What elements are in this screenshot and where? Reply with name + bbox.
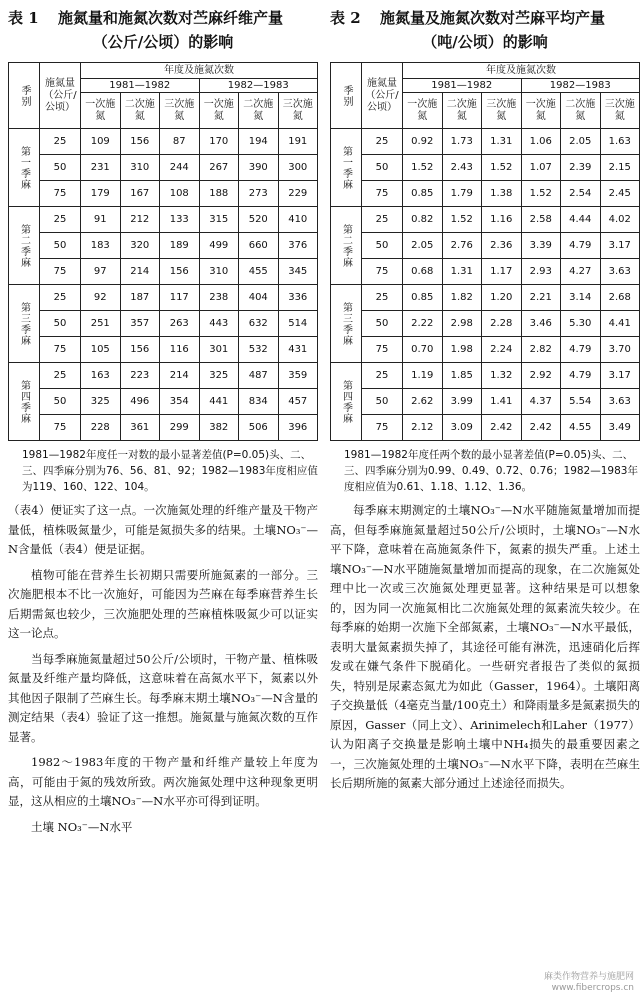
table2-value-cell: 1.19	[403, 363, 443, 389]
table2-value-cell: 1.82	[442, 285, 482, 311]
table2-value-cell: 3.70	[600, 337, 640, 363]
table1-value-cell: 133	[160, 207, 200, 233]
table2-value-cell: 2.39	[561, 155, 601, 181]
table1-header-rate: 施氮量（公斤/公顷）	[40, 63, 81, 129]
table1-value-cell: 660	[239, 233, 279, 259]
table1-value-cell: 496	[120, 389, 160, 415]
table2-rate-cell: 75	[362, 337, 403, 363]
table2-value-cell: 1.63	[600, 129, 640, 155]
table2-value-cell: 4.44	[561, 207, 601, 233]
table2-value-cell: 1.38	[482, 181, 522, 207]
table2-value-cell: 2.36	[482, 233, 522, 259]
table2-value-cell: 4.79	[561, 363, 601, 389]
table1-row	[9, 337, 318, 363]
table1-value-cell: 109	[81, 129, 121, 155]
table1-value-cell: 214	[120, 259, 160, 285]
table1-rate-cell: 75	[40, 259, 81, 285]
table1-value-cell: 520	[239, 207, 279, 233]
table1-value-cell: 457	[278, 389, 318, 415]
table2-rate-cell: 75	[362, 415, 403, 441]
table2-value-cell: 2.42	[521, 415, 561, 441]
table1-value-cell: 188	[199, 181, 239, 207]
table1-value-cell: 299	[160, 415, 200, 441]
table1-value-cell: 251	[81, 311, 121, 337]
right-column	[330, 0, 640, 794]
table1-header-col: 一次施氮	[199, 93, 239, 129]
table2	[330, 62, 640, 441]
table2-season-cell: 第二季麻	[331, 207, 362, 285]
table1-row	[9, 311, 318, 337]
table2-value-cell: 5.54	[561, 389, 601, 415]
table1-row	[9, 207, 318, 233]
table1-value-cell: 396	[278, 415, 318, 441]
table1-body	[9, 129, 318, 441]
table2-season-cell: 第三季麻	[331, 285, 362, 363]
table1-value-cell: 105	[81, 337, 121, 363]
table1-value-cell: 156	[120, 337, 160, 363]
table1-value-cell: 156	[120, 129, 160, 155]
table2-value-cell: 3.09	[442, 415, 482, 441]
table2-value-cell: 5.30	[561, 311, 601, 337]
table2-value-cell: 1.31	[442, 259, 482, 285]
table1-value-cell: 91	[81, 207, 121, 233]
table2-value-cell: 2.92	[521, 363, 561, 389]
left-column	[8, 0, 318, 837]
table2-value-cell: 2.42	[482, 415, 522, 441]
table1-value-cell: 532	[239, 337, 279, 363]
table1-value-cell: 244	[160, 155, 200, 181]
table1-header-col: 二次施氮	[120, 93, 160, 129]
table2-value-cell: 3.63	[600, 259, 640, 285]
table2-value-cell: 2.22	[403, 311, 443, 337]
table2-rate-cell: 50	[362, 233, 403, 259]
table2-value-cell: 1.52	[403, 155, 443, 181]
table2-row	[331, 415, 640, 441]
table2-value-cell: 2.76	[442, 233, 482, 259]
table2-value-cell: 2.21	[521, 285, 561, 311]
table1-row	[9, 233, 318, 259]
table2-value-cell: 4.55	[561, 415, 601, 441]
table2-value-cell: 2.58	[521, 207, 561, 233]
table1-value-cell: 410	[278, 207, 318, 233]
table1-header-col: 一次施氮	[81, 93, 121, 129]
table1-value-cell: 390	[239, 155, 279, 181]
table2-value-cell: 1.16	[482, 207, 522, 233]
table2-row	[331, 389, 640, 415]
table2-header-col: 三次施氮	[600, 93, 640, 129]
left-paragraph: 1982～1983年度的干物产量和纤维产量较上年度为高，可能由于氮的残效所致。两次施氮处理中这种现象更明显，这从相应的土壤NO₃⁻—N水平亦可得到证明。	[8, 755, 318, 808]
table1-rate-cell: 50	[40, 311, 81, 337]
table1-value-cell: 117	[160, 285, 200, 311]
table1-value-cell: 404	[239, 285, 279, 311]
table2-value-cell: 1.52	[521, 181, 561, 207]
table2-value-cell: 3.17	[600, 363, 640, 389]
table2-row	[331, 285, 640, 311]
table1-season-cell: 第二季麻	[9, 207, 40, 285]
table2-value-cell: 2.43	[442, 155, 482, 181]
table2-value-cell: 2.05	[403, 233, 443, 259]
table2-row	[331, 233, 640, 259]
table1-value-cell: 273	[239, 181, 279, 207]
table1-value-cell: 455	[239, 259, 279, 285]
table2-value-cell: 2.54	[561, 181, 601, 207]
table2-value-cell: 1.52	[482, 155, 522, 181]
table1-value-cell: 229	[278, 181, 318, 207]
table2-value-cell: 1.41	[482, 389, 522, 415]
table2-value-cell: 1.06	[521, 129, 561, 155]
table1-header-col: 三次施氮	[160, 93, 200, 129]
table2-header-year2: 1982—1983	[521, 79, 640, 93]
table1-number: 表 1	[8, 9, 39, 27]
table2-header-group: 年度及施氮次数	[403, 63, 640, 79]
watermark-line2: www.fibercrops.cn	[551, 983, 634, 993]
table2-value-cell: 1.32	[482, 363, 522, 389]
table2-header-year1: 1981—1982	[403, 79, 522, 93]
table2-value-cell: 0.68	[403, 259, 443, 285]
table1-value-cell: 163	[81, 363, 121, 389]
table2-value-cell: 2.93	[521, 259, 561, 285]
table2-value-cell: 1.52	[442, 207, 482, 233]
table2-row	[331, 181, 640, 207]
table1-row	[9, 285, 318, 311]
table2-value-cell: 0.70	[403, 337, 443, 363]
left-paragraph: 植物可能在营养生长初期只需要所施氮素的一部分。三次施肥根本不比一次施好，可能因为苎麻在每季麻营养生长后期需氮也较少，三次施肥处理的苎麻植株吸氮少可以证实这一论点。	[8, 567, 318, 640]
table2-row	[331, 337, 640, 363]
table1-rate-cell: 50	[40, 233, 81, 259]
table1-value-cell: 97	[81, 259, 121, 285]
table1-value-cell: 487	[239, 363, 279, 389]
table1-value-cell: 357	[120, 311, 160, 337]
table1-value-cell: 223	[120, 363, 160, 389]
table1-row	[9, 363, 318, 389]
table1-value-cell: 354	[160, 389, 200, 415]
table2-value-cell: 2.98	[442, 311, 482, 337]
table1-header-col: 三次施氮	[278, 93, 318, 129]
table2-value-cell: 4.79	[561, 233, 601, 259]
table1-header-season: 季别	[9, 63, 40, 129]
table1-header-year1: 1981—1982	[81, 79, 200, 93]
table2-value-cell: 3.46	[521, 311, 561, 337]
table1-value-cell: 231	[81, 155, 121, 181]
table1-value-cell: 310	[199, 259, 239, 285]
table2-caption	[330, 6, 640, 62]
table2-value-cell: 1.20	[482, 285, 522, 311]
table1-value-cell: 300	[278, 155, 318, 181]
watermark	[544, 972, 634, 994]
table1-row	[9, 129, 318, 155]
table2-row	[331, 259, 640, 285]
table1-value-cell: 336	[278, 285, 318, 311]
table1-value-cell: 325	[81, 389, 121, 415]
table1-value-cell: 183	[81, 233, 121, 259]
table1-rate-cell: 75	[40, 415, 81, 441]
table1-value-cell: 92	[81, 285, 121, 311]
table2-value-cell: 1.31	[482, 129, 522, 155]
table1-value-cell: 506	[239, 415, 279, 441]
table2-value-cell: 3.63	[600, 389, 640, 415]
table1	[8, 62, 318, 441]
right-paragraph: 每季麻末期测定的土壤NO₃⁻—N水平随施氮量增加而提高，但每季麻施氮量超过50公斤/公顷时，土壤NO₃⁻—N水平下降，意味着在高施氮条件下，氮素的损失严重。上述土壤NO₃⁻—N水平随施氮量增加而提高的现象，在二次施氮处理中比一次或三次施氮处理更显著。这种结果是可以想象的，因为同一次施氮相比二次施氮处理的氮素流失较少。在每季麻的始期一次施下全部氮素，土壤NO₃⁻—N水平最低，表明大量氮素损失掉了，其途径可能有淋洗，迅速硝化后挥发或在嫌气条件下脱硝化。一些研究者报告了类似的氮损失，特别是尿素态氮尤为如此（Gasser，1964）。土壤阳离子交换量低（4毫克当量/100克土）和降雨量多是氮素损失的原因，Gasser（同上文）、Arinimelech和Laher（1977）认为阳离子交换量是影响土壤中NH₄损失的最重要因素之一，三次施氮处理的土壤NO₃⁻—N水平下降，表明在苎麻生长后期所施的氮素大部分通过上述途径而损失。	[330, 503, 640, 790]
table1-season-cell: 第四季麻	[9, 363, 40, 441]
table1-row	[9, 259, 318, 285]
table1-value-cell: 170	[199, 129, 239, 155]
table2-value-cell: 3.14	[561, 285, 601, 311]
table2-title-line2: （吨/公顷）的影响	[422, 33, 548, 51]
table1-season-cell: 第三季麻	[9, 285, 40, 363]
table1-value-cell: 267	[199, 155, 239, 181]
table2-value-cell: 3.99	[442, 389, 482, 415]
table1-value-cell: 301	[199, 337, 239, 363]
table1-caption	[8, 6, 318, 62]
table1-value-cell: 191	[278, 129, 318, 155]
table1-rate-cell: 50	[40, 389, 81, 415]
table2-header-rate: 施氮量（公斤/公顷）	[362, 63, 403, 129]
table1-value-cell: 228	[81, 415, 121, 441]
table2-header-season: 季别	[331, 63, 362, 129]
table2-rate-cell: 25	[362, 207, 403, 233]
table1-note: 1981—1982年度任一对数的最小显著差值(P=0.05)头、二、三、四季麻分别为76、56、81、92；1982—1983年度相应值为119、160、122、104。	[22, 449, 318, 493]
table1-value-cell: 382	[199, 415, 239, 441]
table2-value-cell: 4.02	[600, 207, 640, 233]
table1-rate-cell: 25	[40, 129, 81, 155]
table1-value-cell: 376	[278, 233, 318, 259]
table1-value-cell: 320	[120, 233, 160, 259]
table2-rate-cell: 50	[362, 311, 403, 337]
table2-value-cell: 1.07	[521, 155, 561, 181]
table1-value-cell: 359	[278, 363, 318, 389]
table2-value-cell: 1.98	[442, 337, 482, 363]
table1-rate-cell: 25	[40, 285, 81, 311]
table2-number: 表 2	[330, 9, 361, 27]
table2-value-cell: 0.92	[403, 129, 443, 155]
table1-rate-cell: 25	[40, 363, 81, 389]
table2-row	[331, 129, 640, 155]
table2-row	[331, 207, 640, 233]
table1-rate-cell: 50	[40, 155, 81, 181]
table2-value-cell: 1.73	[442, 129, 482, 155]
table1-value-cell: 179	[81, 181, 121, 207]
table1-row	[9, 415, 318, 441]
table2-rate-cell: 75	[362, 181, 403, 207]
table2-value-cell: 2.62	[403, 389, 443, 415]
table2-value-cell: 4.37	[521, 389, 561, 415]
table2-season-cell: 第一季麻	[331, 129, 362, 207]
table2-value-cell: 3.49	[600, 415, 640, 441]
table2-value-cell: 2.68	[600, 285, 640, 311]
table2-body	[331, 129, 640, 441]
table2-row	[331, 155, 640, 181]
table1-value-cell: 310	[120, 155, 160, 181]
table2-value-cell: 3.39	[521, 233, 561, 259]
table2-value-cell: 1.17	[482, 259, 522, 285]
table2-value-cell: 0.82	[403, 207, 443, 233]
table2-header-col: 二次施氮	[442, 93, 482, 129]
table1-value-cell: 441	[199, 389, 239, 415]
table1-value-cell: 345	[278, 259, 318, 285]
table1-value-cell: 834	[239, 389, 279, 415]
table1-value-cell: 263	[160, 311, 200, 337]
table1-value-cell: 514	[278, 311, 318, 337]
table2-value-cell: 1.85	[442, 363, 482, 389]
table1-value-cell: 214	[160, 363, 200, 389]
table1-season-cell: 第一季麻	[9, 129, 40, 207]
left-paragraph: （表4）便证实了这一点。一次施氮处理的纤维产量及干物产量低，植株吸氮量少，可能是氮损失多的结果。土壤NO₃⁻—N含量低（表4）便是证据。	[8, 503, 318, 556]
table1-value-cell: 361	[120, 415, 160, 441]
table2-header-col: 一次施氮	[403, 93, 443, 129]
table1-value-cell: 187	[120, 285, 160, 311]
table1-value-cell: 212	[120, 207, 160, 233]
table1-rate-cell: 25	[40, 207, 81, 233]
table1-header-col: 二次施氮	[239, 93, 279, 129]
table1-rate-cell: 75	[40, 337, 81, 363]
table1-title-line2: （公斤/公顷）的影响	[92, 33, 234, 51]
table2-row	[331, 311, 640, 337]
table2-header-col: 二次施氮	[561, 93, 601, 129]
table1-value-cell: 238	[199, 285, 239, 311]
table2-rate-cell: 50	[362, 155, 403, 181]
table2-value-cell: 4.41	[600, 311, 640, 337]
table1-value-cell: 116	[160, 337, 200, 363]
table1-row	[9, 155, 318, 181]
table2-value-cell: 4.79	[561, 337, 601, 363]
table2-value-cell: 3.17	[600, 233, 640, 259]
table2-rate-cell: 50	[362, 389, 403, 415]
table2-header-col: 三次施氮	[482, 93, 522, 129]
table2-value-cell: 2.12	[403, 415, 443, 441]
table2-value-cell: 4.27	[561, 259, 601, 285]
table2-rate-cell: 75	[362, 259, 403, 285]
table1-header-group: 年度及施氮次数	[81, 63, 318, 79]
table2-season-cell: 第四季麻	[331, 363, 362, 441]
table1-value-cell: 156	[160, 259, 200, 285]
table2-value-cell: 2.82	[521, 337, 561, 363]
table2-value-cell: 0.85	[403, 181, 443, 207]
table1-value-cell: 189	[160, 233, 200, 259]
table2-note: 1981—1982年度任两个数的最小显著差值(P=0.05)头、二、三、四季麻分别为0.99、0.49、0.72、0.76；1982—1983年度相应值为0.61、1.18、1.12、1.36。	[344, 449, 638, 493]
table1-value-cell: 632	[239, 311, 279, 337]
table1-value-cell: 108	[160, 181, 200, 207]
table2-row	[331, 363, 640, 389]
table1-value-cell: 443	[199, 311, 239, 337]
table2-value-cell: 2.45	[600, 181, 640, 207]
table2-value-cell: 2.28	[482, 311, 522, 337]
table2-value-cell: 0.85	[403, 285, 443, 311]
table1-header-year2: 1982—1983	[199, 79, 318, 93]
table1-row	[9, 389, 318, 415]
table2-rate-cell: 25	[362, 363, 403, 389]
table2-rate-cell: 25	[362, 129, 403, 155]
table1-row	[9, 181, 318, 207]
table2-value-cell: 2.24	[482, 337, 522, 363]
table1-value-cell: 325	[199, 363, 239, 389]
table1-value-cell: 167	[120, 181, 160, 207]
table2-rate-cell: 25	[362, 285, 403, 311]
table1-value-cell: 315	[199, 207, 239, 233]
left-paragraph: 当每季麻施氮量超过50公斤/公顷时，干物产量、植株吸氮量及纤维产量均降低，这意味着在高氮水平下，氮素以外其他因子限制了苎麻生长。每季麻末期土壤NO₃⁻—N含量的测定结果（表4）验证了这一推想。施氮量与施氮次数的互作显著。	[8, 651, 318, 744]
table2-value-cell: 2.05	[561, 129, 601, 155]
table2-header-col: 一次施氮	[521, 93, 561, 129]
table2-value-cell: 1.79	[442, 181, 482, 207]
table2-value-cell: 2.15	[600, 155, 640, 181]
table1-value-cell: 499	[199, 233, 239, 259]
left-subheading: 土壤 NO₃⁻—N水平	[31, 819, 133, 834]
table1-value-cell: 194	[239, 129, 279, 155]
watermark-line1: 麻类作物营养与施肥网	[543, 972, 634, 982]
table1-title-line1: 施氮量和施氮次数对苎麻纤维产量	[58, 9, 284, 27]
table1-value-cell: 87	[160, 129, 200, 155]
table2-title-line1: 施氮量及施氮次数对苎麻平均产量	[380, 9, 606, 27]
table1-rate-cell: 75	[40, 181, 81, 207]
table1-value-cell: 431	[278, 337, 318, 363]
